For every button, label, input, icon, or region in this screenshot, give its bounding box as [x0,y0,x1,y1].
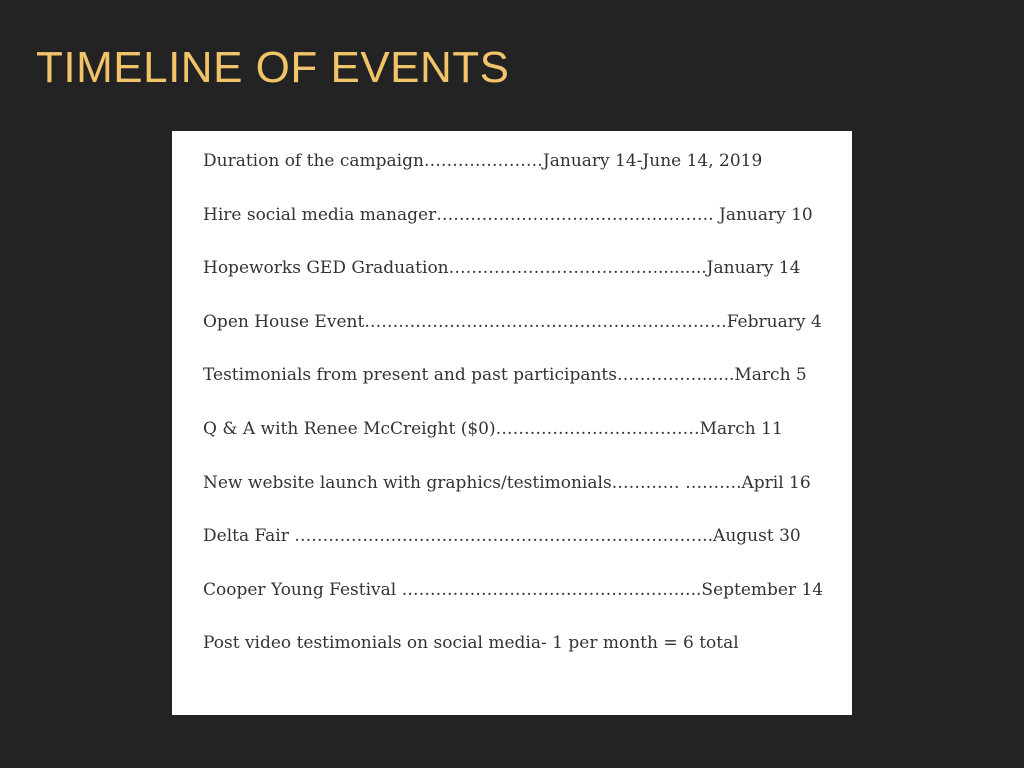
event-website-launch: New website launch with graphics/testimonials………… ……….April 16 [203,472,811,493]
event-testimonials: Testimonials from present and past participants……………......March 5 [203,365,807,386]
event-campaign-duration: Duration of the campaign…………………January 14-June 14, 2019 [203,151,763,171]
event-ged-graduation: Hopeworks GED Graduation………………………………..........January 14 [203,258,801,279]
event-open-house: Open House Event……………………………………………………….February 4 [203,311,822,332]
timeline-document-image [172,131,852,715]
event-video-testimonials: Post video testimonials on social media- 1 per month = 6 total [203,633,739,654]
event-hire-social-media-manager: Hire social media manager…………………………………………. January 10 [203,204,813,225]
event-cooper-young-festival: Cooper Young Festival ……………………………………………..September 14 [203,579,824,600]
event-delta-fair: Delta Fair ………………………………………………………………..August 30 [203,526,801,547]
event-q-and-a: Q & A with Renee McCreight ($0)………………………………March 11 [203,418,783,439]
slide-title: TIMELINE OF EVENTS [36,43,510,92]
event-list [203,145,833,681]
